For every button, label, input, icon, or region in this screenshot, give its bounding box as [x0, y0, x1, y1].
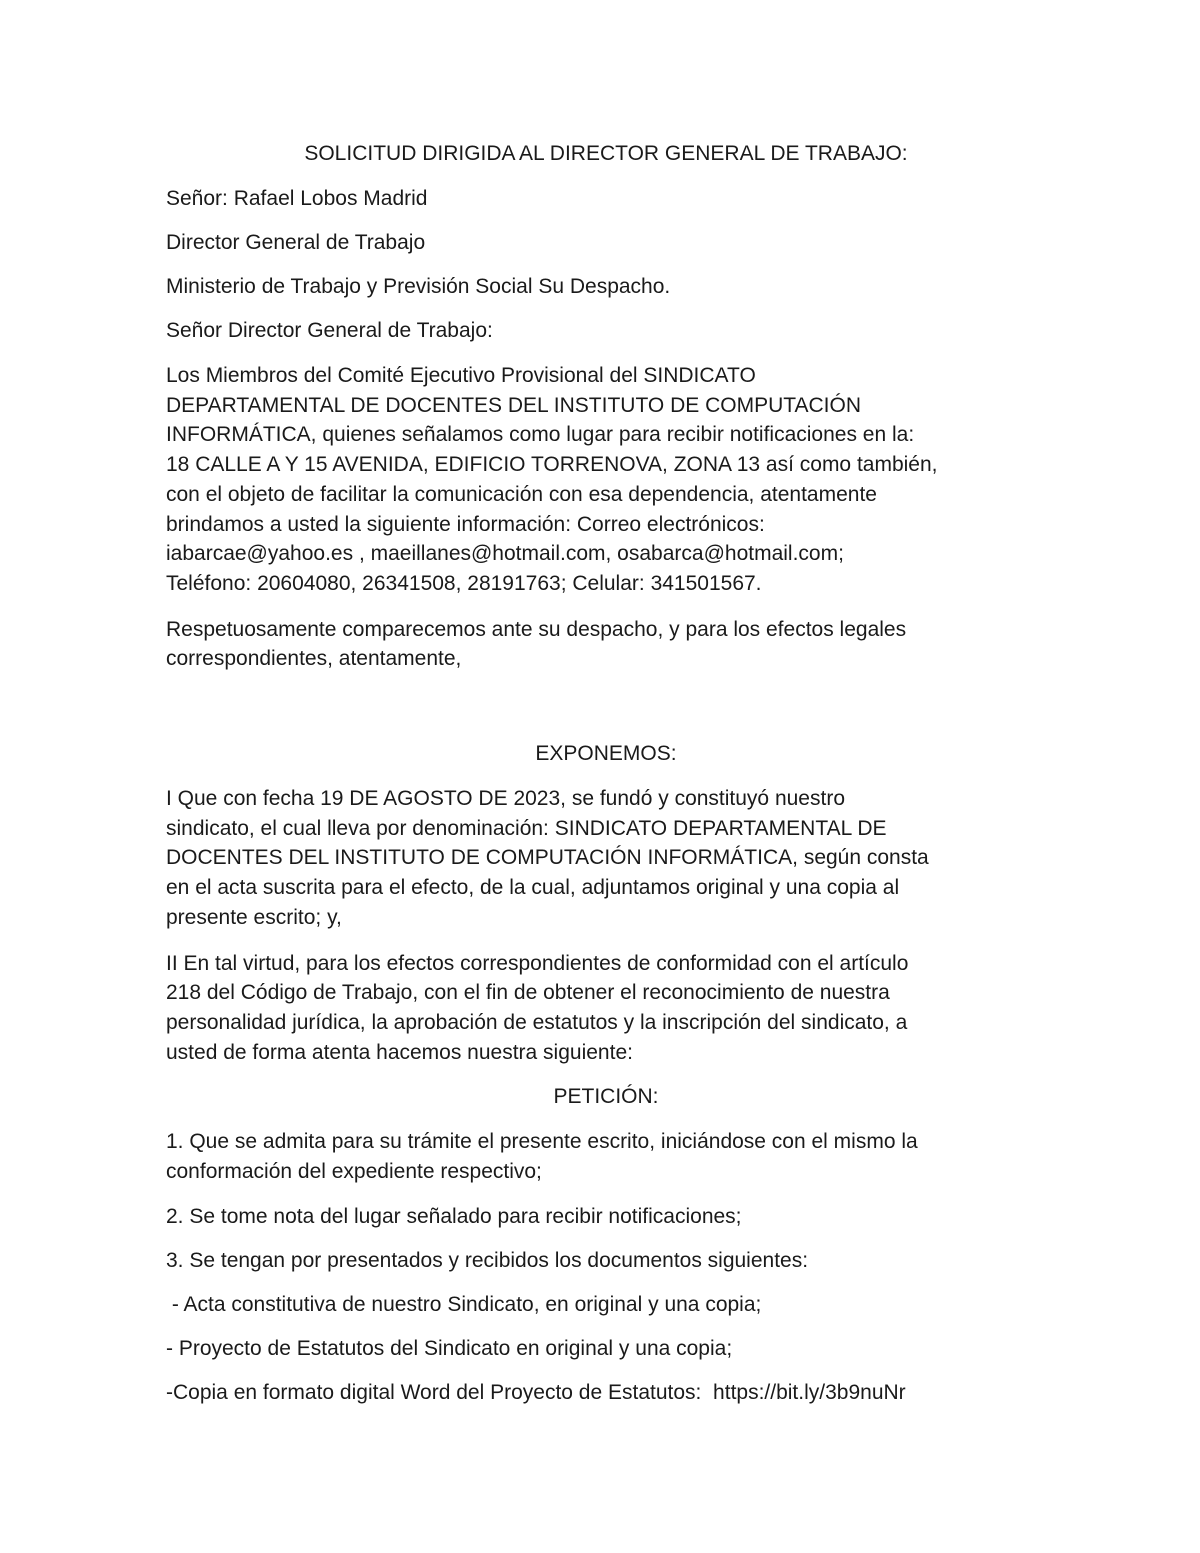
document-body — [166, 140, 1046, 1423]
paragraph-line: presente escrito; y, — [166, 905, 342, 929]
paragraph-line: I Que con fecha 19 DE AGOSTO DE 2023, se fundó y constituyó nuestro — [166, 787, 845, 811]
paragraph-line: DOCENTES DEL INSTITUTO DE COMPUTACIÓN INFORMÁTICA, según consta — [166, 846, 929, 870]
peticion-heading: PETICIÓN: — [553, 1085, 659, 1109]
exponemos-point-1 — [166, 784, 1046, 933]
paragraph-line: brindamos a usted la siguiente información: Correo electrónicos: — [166, 512, 765, 536]
exponemos-heading: EXPONEMOS: — [535, 742, 677, 766]
paragraph-line: Respetuosamente comparecemos ante su despacho, y para los efectos legales — [166, 617, 907, 641]
paragraph-line: 218 del Código de Trabajo, con el fin de obtener el reconocimiento de nuestra — [166, 981, 890, 1005]
document-title: SOLICITUD DIRIGIDA AL DIRECTOR GENERAL DE TRABAJO: — [304, 142, 908, 165]
respect-paragraph — [166, 615, 1046, 674]
paragraph-line: en el acta suscrita para el efecto, de la cual, adjuntamos original y una copia al — [166, 876, 900, 900]
addressee-position: Director General de Trabajo — [166, 231, 426, 254]
addressee-name: Señor: Rafael Lobos Madrid — [166, 187, 428, 210]
exponemos-point-2 — [166, 949, 1046, 1068]
paragraph-line: correspondientes, atentamente, — [166, 647, 462, 671]
paragraph-line: personalidad jurídica, la aprobación de estatutos y la inscripción del sindicato, a — [166, 1010, 908, 1034]
paragraph-line: Los Miembros del Comité Ejecutivo Provisional del SINDICATO — [166, 364, 756, 387]
document-list-item: - Acta constitutiva de nuestro Sindicato, en original y una copia; — [166, 1292, 762, 1316]
paragraph-line: 18 CALLE A Y 15 AVENIDA, EDIFICIO TORRENOVA, ZONA 13 así como también, — [166, 453, 938, 477]
document-list-item: - Proyecto de Estatutos del Sindicato en original y una copia; — [166, 1336, 733, 1360]
peticion-item-3: 3. Se tengan por presentados y recibidos los documentos siguientes: — [166, 1248, 809, 1272]
paragraph-line: usted de forma atenta hacemos nuestra siguiente: — [166, 1040, 633, 1064]
paragraph-line: con el objeto de facilitar la comunicación con esa dependencia, atentamente — [166, 482, 877, 506]
paragraph-line: 1. Que se admita para su trámite el presente escrito, iniciándose con el mismo la — [166, 1130, 918, 1154]
intro-paragraph — [166, 361, 1046, 599]
paragraph-line: II En tal virtud, para los efectos correspondientes de conformidad con el artículo — [166, 951, 909, 975]
paragraph-line: INFORMÁTICA, quienes señalamos como lugar para recibir notificaciones en la: — [166, 423, 915, 447]
peticion-item-1 — [166, 1127, 1046, 1186]
document-list-item-link: -Copia en formato digital Word del Proyecto de Estatutos: https://bit.ly/3b9nuNr — [166, 1380, 906, 1404]
paragraph-line: sindicato, el cual lleva por denominación: SINDICATO DEPARTAMENTAL DE — [166, 816, 887, 840]
paragraph-line: DEPARTAMENTAL DE DOCENTES DEL INSTITUTO DE COMPUTACIÓN — [166, 393, 862, 417]
contact-emails-line: iabarcae@yahoo.es , maeillanes@hotmail.com, osabarca@hotmail.com; — [166, 542, 844, 566]
paragraph-line: conformación del expediente respectivo; — [166, 1160, 542, 1184]
salutation: Señor Director General de Trabajo: — [166, 319, 493, 342]
peticion-item-2: 2. Se tome nota del lugar señalado para recibir notificaciones; — [166, 1204, 742, 1228]
addressee-ministry: Ministerio de Trabajo y Previsión Social Su Despacho. — [166, 275, 671, 298]
contact-phones-line: Teléfono: 20604080, 26341508, 28191763; Celular: 341501567. — [166, 571, 762, 595]
